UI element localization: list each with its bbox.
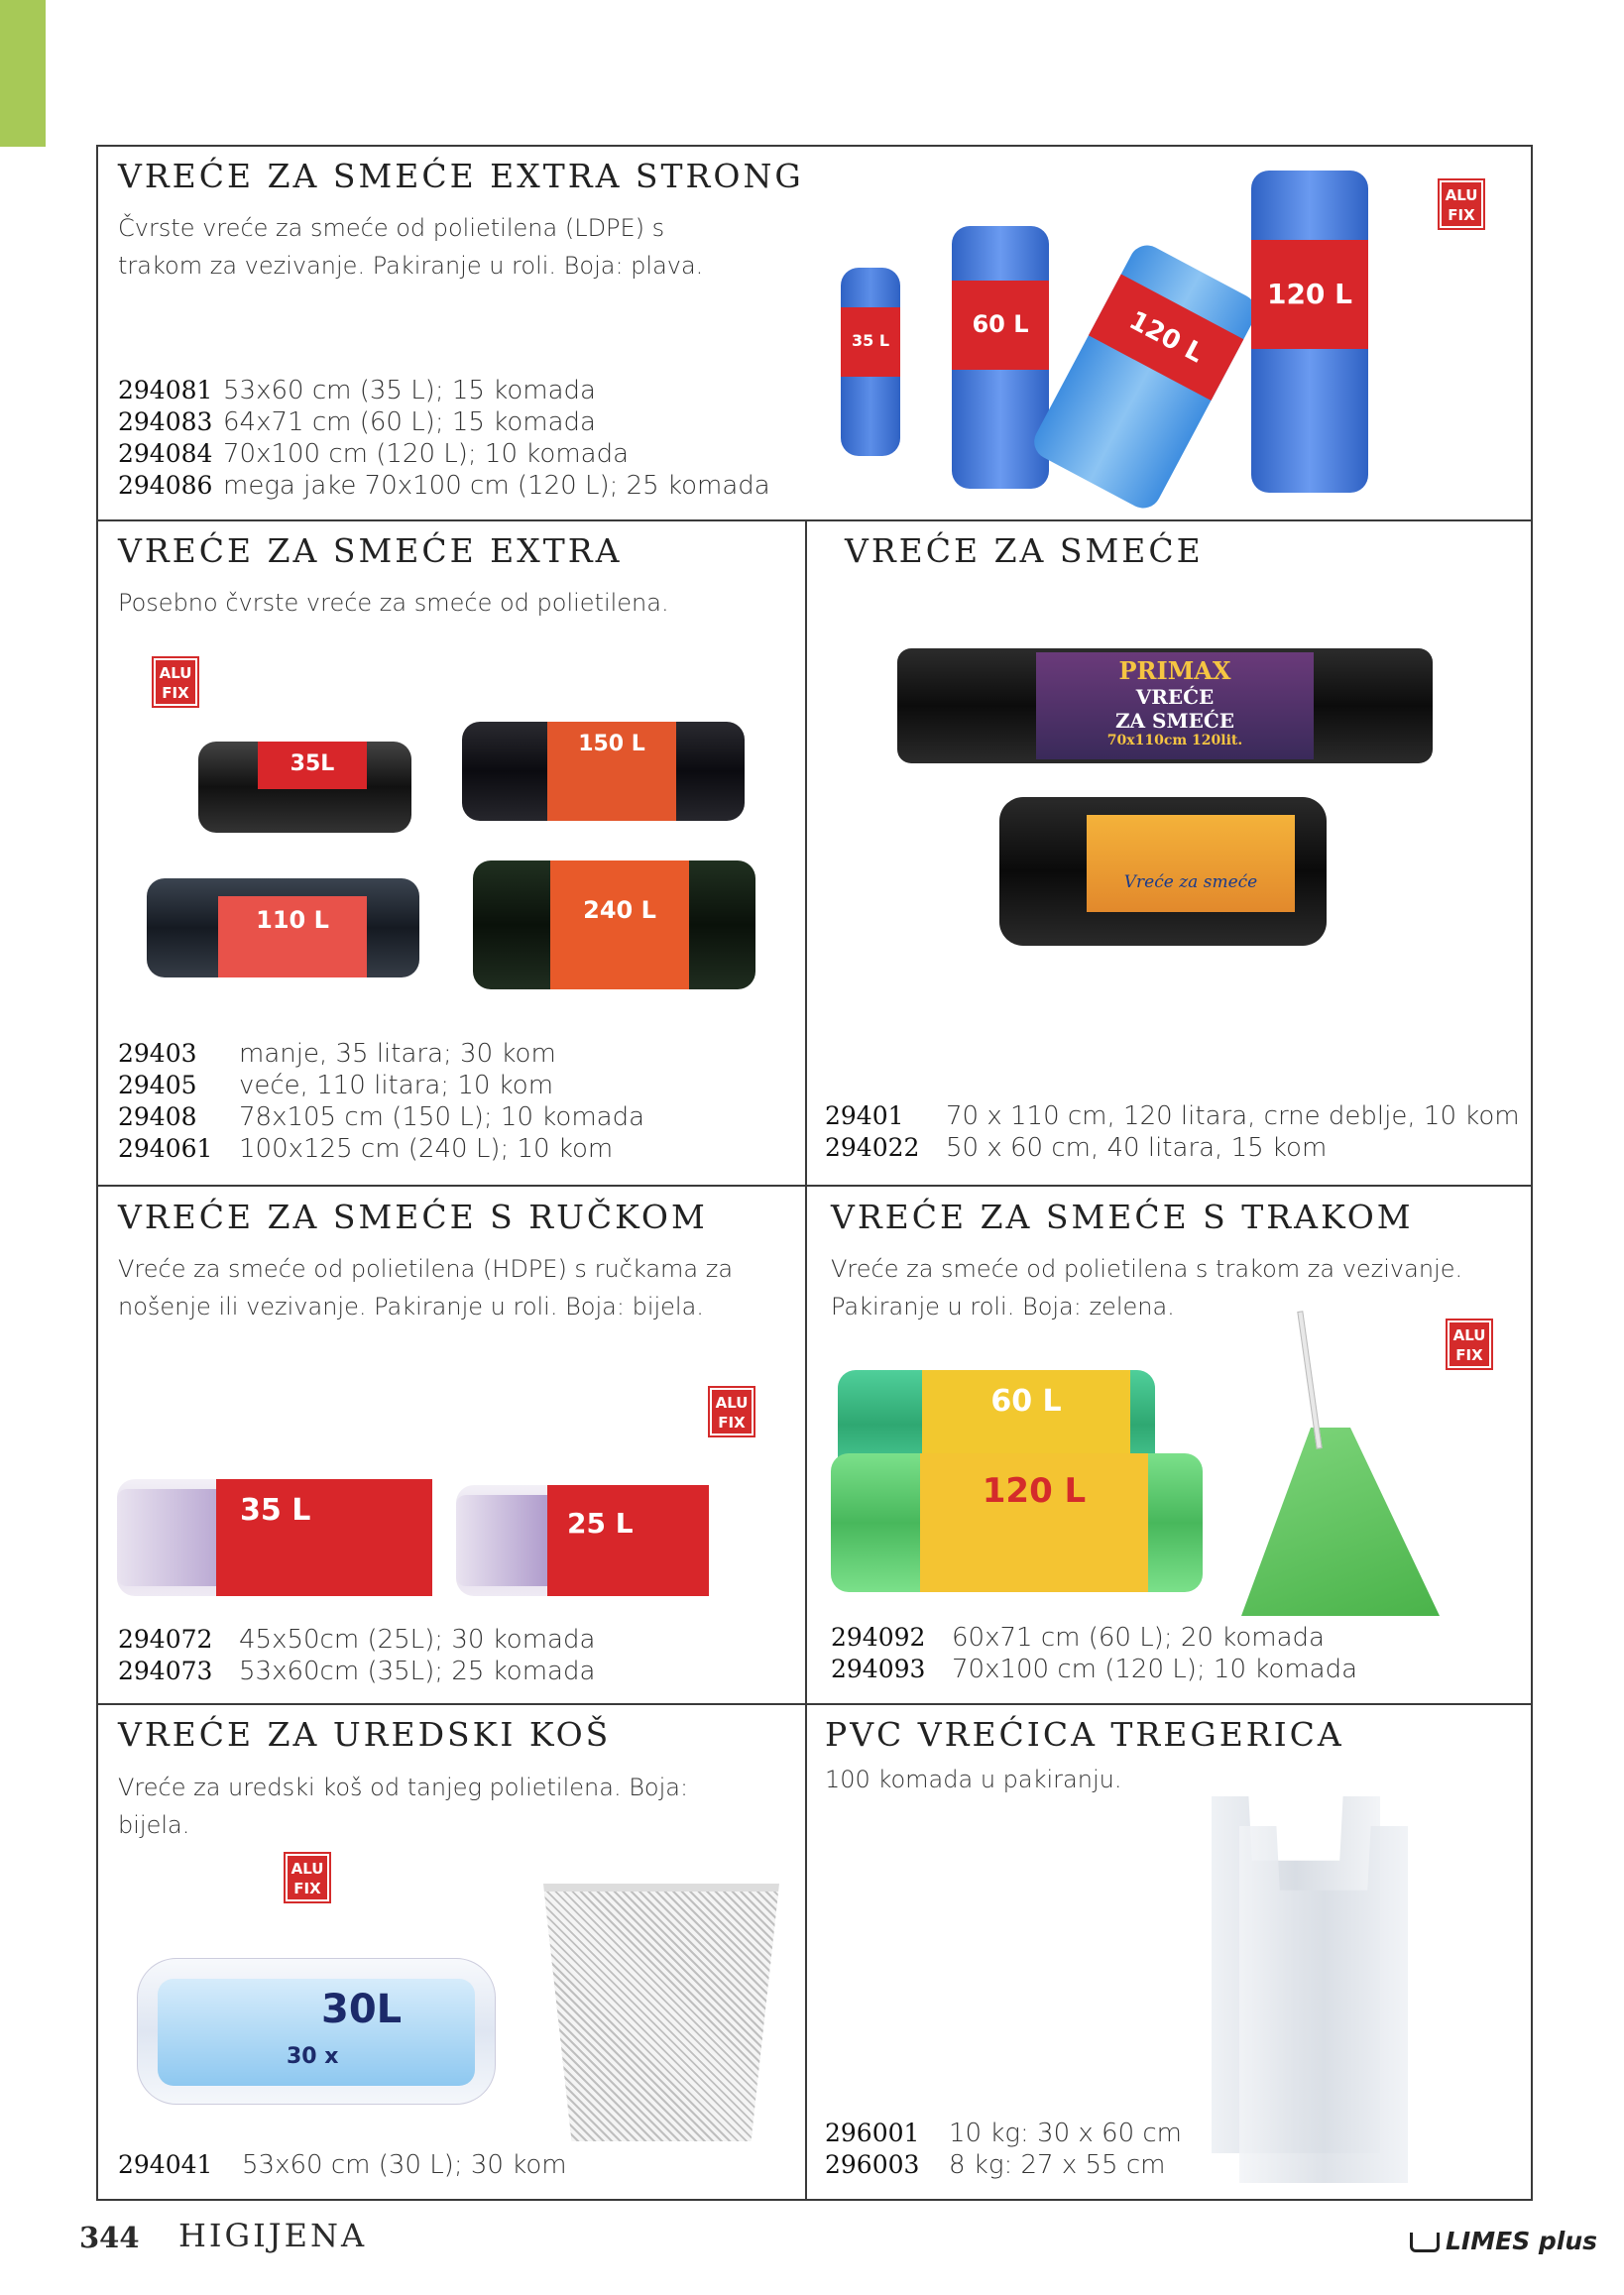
alufix-logo: ALU FIX (710, 1388, 754, 1435)
product-code: 294041 (118, 2150, 213, 2179)
product-row (118, 375, 770, 406)
product-list (825, 1100, 1520, 1164)
page-number: 344 (79, 2221, 140, 2254)
product-image-roll (137, 1958, 496, 2105)
section-description-line: trakom za vezivanje. Pakiranje u roli. Boja: plava. (118, 252, 704, 280)
section-title: VREĆE ZA SMEĆE (845, 531, 1204, 570)
product-image-roll: 120 L (1251, 171, 1368, 493)
section-description-line: Vreće za smeće od polietilena s trakom za vezivanje. (831, 1255, 1463, 1283)
product-code: 296003 (825, 2150, 920, 2179)
product-row (118, 1070, 644, 1101)
product-image-wastebasket (543, 1884, 779, 2141)
product-code: 29401 (825, 1101, 904, 1130)
product-spec: 53x60 cm (30 L); 30 kom (242, 2150, 567, 2180)
section-title: VREĆE ZA UREDSKI KOŠ (118, 1715, 612, 1754)
product-list (118, 1624, 595, 1687)
section-title: VREĆE ZA SMEĆE EXTRA (118, 531, 623, 570)
product-image-roll: 35L (198, 742, 411, 833)
product-spec: 70x100 cm (120 L); 10 komada (952, 1655, 1358, 1684)
product-image-roll: PRIMAX VREĆE ZA SMEĆE 70x110cm 120lit. (897, 648, 1433, 763)
section-description-line: Pakiranje u roli. Boja: zelena. (831, 1293, 1175, 1320)
product-spec: 78x105 cm (150 L); 10 komada (239, 1102, 645, 1132)
product-row (118, 1624, 595, 1656)
product-row (831, 1622, 1357, 1654)
product-spec: 60x71 cm (60 L); 20 komada (952, 1623, 1325, 1653)
product-image-roll: 35 L (117, 1479, 432, 1596)
section-title: VREĆE ZA SMEĆE EXTRA STRONG (118, 157, 804, 195)
product-image-roll: 60 L (952, 226, 1049, 489)
section-title: VREĆE ZA SMEĆE S TRAKOM (831, 1198, 1414, 1236)
section-description-line: nošenje ili vezivanje. Pakiranje u roli. Boja: bijela. (118, 1293, 704, 1320)
product-spec: mega jake 70x100 cm (120 L); 25 komada (223, 471, 770, 501)
product-spec: 100x125 cm (240 L); 10 kom (239, 1134, 614, 1164)
product-spec: 45x50cm (25L); 30 komada (239, 1625, 596, 1655)
section-title: VREĆE ZA SMEĆE S RUČKOM (118, 1198, 708, 1236)
product-row (118, 1133, 644, 1165)
product-row (825, 1132, 1520, 1164)
bag-drawstring (1297, 1311, 1322, 1448)
product-spec: 70 x 110 cm, 120 litara, crne deblje, 10 kom (946, 1101, 1520, 1131)
grid-left (96, 145, 98, 2201)
product-row (118, 1101, 644, 1133)
product-list (118, 375, 770, 502)
alufix-logo: ALU FIX (286, 1854, 329, 1901)
section-description-line: Posebno čvrste vreće za smeće od polietilena. (118, 589, 669, 617)
product-image-shopping-bags (1212, 1796, 1410, 2183)
product-row (118, 438, 770, 470)
grid-row2 (96, 1185, 1533, 1187)
product-spec: 8 kg: 27 x 55 cm (949, 2150, 1166, 2180)
section-description-line: Vreće za uredski koš od tanjeg polietilena. Boja: (118, 1774, 689, 1801)
product-code: 294022 (825, 1133, 920, 1162)
product-image-roll: 110 L (147, 878, 419, 977)
limes-logo: LIMES plus (1410, 2227, 1597, 2255)
section-description-line: Vreće za smeće od polietilena (HDPE) s ručkama za (118, 1255, 734, 1283)
product-spec: 53x60 cm (35 L); 15 komada (223, 376, 596, 405)
product-code: 294073 (118, 1657, 213, 1685)
grid-bottom (96, 2199, 1533, 2201)
product-image-roll: 25 L (456, 1485, 709, 1596)
product-row (118, 1038, 644, 1070)
product-image-roll: 60 L (838, 1370, 1155, 1479)
product-image-roll: 120 L (831, 1453, 1203, 1592)
section-description-line: bijela. (118, 1811, 190, 1839)
section-color-tab (0, 0, 46, 147)
product-code: 29403 (118, 1039, 197, 1068)
grid-top (96, 145, 1533, 147)
product-list (825, 2118, 1182, 2181)
product-row (825, 1100, 1520, 1132)
product-image-roll: Vreće za smeće (999, 797, 1327, 946)
section-description-line: Čvrste vreće za smeće od polietilena (LDPE) s (118, 214, 665, 242)
section-title: PVC VREĆICA TREGERICA (825, 1715, 1344, 1754)
footer-section-title: HIGIJENA (178, 2217, 368, 2254)
product-spec: veće, 110 litara; 10 kom (239, 1071, 554, 1100)
grid-row1 (96, 519, 1533, 521)
product-image-roll: 120 L (1028, 239, 1262, 515)
product-code: 294093 (831, 1655, 926, 1683)
product-code: 294083 (118, 407, 213, 436)
product-row (831, 1654, 1357, 1685)
product-spec: 70x100 cm (120 L); 10 komada (223, 439, 630, 469)
product-image-roll: 150 L (462, 722, 745, 821)
product-image-roll: 35 L (841, 268, 900, 456)
product-code: 296001 (825, 2119, 920, 2147)
product-row (118, 2149, 567, 2181)
section-description-line: 100 komada u pakiranju. (825, 1766, 1122, 1793)
product-row (118, 406, 770, 438)
grid-row3 (96, 1703, 1533, 1705)
alufix-logo: ALU FIX (1440, 180, 1483, 228)
roll-volume-label: 30L (321, 1987, 403, 2032)
product-code: 294072 (118, 1625, 213, 1654)
product-list (118, 2149, 567, 2181)
product-code: 294081 (118, 376, 213, 404)
product-spec: 50 x 60 cm, 40 litara, 15 kom (946, 1133, 1328, 1163)
product-code: 294086 (118, 471, 213, 500)
product-spec: 10 kg: 30 x 60 cm (949, 2119, 1183, 2148)
roll-count-label: 30 x (287, 2044, 339, 2069)
product-row (118, 470, 770, 502)
product-row (825, 2149, 1182, 2181)
cart-icon (1410, 2233, 1440, 2252)
product-spec: manje, 35 litara; 30 kom (239, 1039, 556, 1069)
product-image-bag (1241, 1428, 1440, 1616)
product-list (118, 1038, 644, 1165)
alufix-logo: ALU FIX (1448, 1320, 1491, 1368)
product-spec: 64x71 cm (60 L); 15 komada (223, 407, 596, 437)
product-code: 294061 (118, 1134, 213, 1163)
product-code: 294084 (118, 439, 213, 468)
product-row (118, 1656, 595, 1687)
grid-right (1531, 145, 1533, 2201)
product-image-roll: 240 L (473, 861, 755, 989)
product-code: 29408 (118, 1102, 197, 1131)
product-code: 29405 (118, 1071, 197, 1099)
alufix-logo: ALU FIX (154, 658, 197, 706)
product-list (831, 1622, 1357, 1685)
primax-brand: PRIMAX (1118, 656, 1231, 685)
product-row (825, 2118, 1182, 2149)
grid-mid (805, 519, 807, 2201)
product-spec: 53x60cm (35L); 25 komada (239, 1657, 596, 1686)
product-code: 294092 (831, 1623, 926, 1652)
